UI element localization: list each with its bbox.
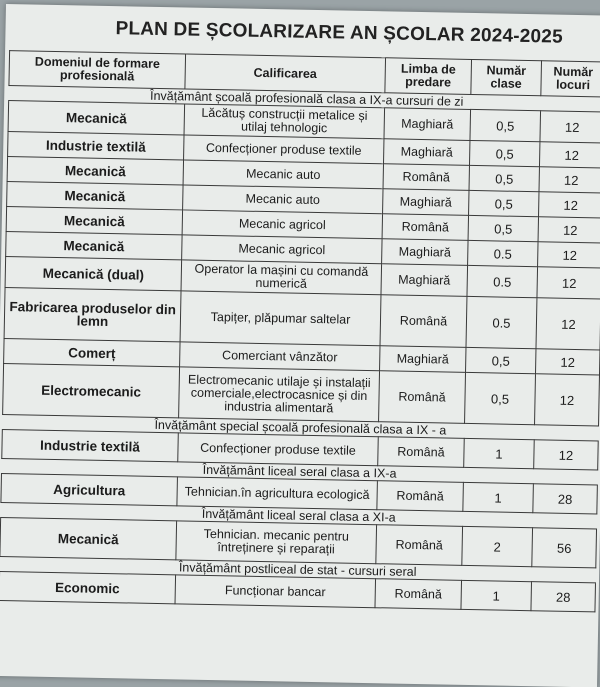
column-header-language: Limba de predare (385, 58, 472, 95)
qualification-cell: Electromecanic utilaje și instalații comerciale,electrocasnice și din industria alimentară (179, 367, 380, 422)
qualification-cell: Mecanic auto (183, 185, 383, 214)
section-heading: Învățământ liceal seral clasa a IX-a (1, 459, 597, 485)
language-cell: Maghiară (383, 189, 469, 216)
places-cell: 28 (531, 582, 596, 612)
qualification-cell: Operator la mașini cu comandă numerică (181, 260, 382, 295)
domain-cell: Industrie textilă (2, 430, 179, 462)
domain-cell: Mecanică (7, 157, 183, 185)
places-cell: 12 (539, 167, 600, 193)
places-cell: 12 (538, 217, 600, 243)
qualification-cell: Lăcătuș construcții metalice și utilaj tehnologic (184, 104, 385, 139)
language-cell: Română (382, 214, 468, 241)
section-heading: Învățământ postliceal de stat - cursuri seral (0, 556, 596, 582)
language-cell: Maghiară (384, 108, 471, 141)
classes-cell: 0,5 (469, 190, 539, 216)
places-cell: 12 (535, 349, 599, 375)
page-title: PLAN DE ȘCOLARIZARE AN ȘCOLAR 2024-2025 (115, 18, 564, 48)
qualification-cell: Mecanic agricol (182, 210, 382, 239)
column-header-classes: Număr clase (471, 59, 542, 95)
classes-cell: 0,5 (470, 109, 541, 141)
classes-cell: 0.5 (467, 265, 538, 297)
column-header-places: Număr locuri (541, 61, 600, 97)
domain-cell: Mecanică (8, 101, 185, 135)
domain-cell: Comerț (4, 339, 180, 367)
domain-cell: Mecanică (6, 207, 182, 235)
places-cell: 12 (539, 192, 600, 218)
language-cell: Română (377, 481, 464, 512)
places-cell: 12 (540, 111, 600, 143)
places-cell: 56 (532, 528, 597, 568)
section-heading: Învățământ special școală profesională clasa a IX - a (2, 415, 598, 441)
places-cell: 12 (537, 267, 600, 299)
places-cell: 12 (539, 142, 600, 168)
language-cell: Română (380, 295, 467, 348)
language-cell: Maghiară (380, 346, 466, 373)
section-heading: Învățământ liceal seral clasa a XI-a (1, 502, 597, 528)
qualification-cell: Tehnician. mecanic pentru întreținere și reparații (176, 521, 377, 564)
classes-cell: 1 (461, 580, 532, 610)
places-cell: 12 (534, 440, 599, 470)
qualification-cell: Mecanic auto (183, 160, 383, 189)
qualification-cell: Comerciant vânzător (180, 342, 380, 371)
classes-cell: 0,5 (466, 347, 536, 373)
column-header-qualification: Calificarea (185, 54, 386, 93)
domain-cell: Mecanică (7, 182, 183, 210)
domain-cell: Industrie textilă (8, 132, 184, 160)
classes-cell: 0.5 (468, 240, 538, 266)
domain-cell: Agricultura (1, 473, 178, 505)
classes-cell: 0,5 (469, 165, 539, 191)
domain-cell: Economic (0, 571, 176, 603)
classes-cell: 0,5 (465, 372, 536, 424)
column-header-domain: Domeniul de formare profesională (9, 51, 186, 89)
language-cell: Română (383, 164, 469, 191)
classes-cell: 1 (463, 482, 534, 512)
classes-cell: 1 (464, 438, 535, 468)
qualification-cell: Confecționer produse textile (178, 433, 379, 466)
language-cell: Maghiară (382, 239, 468, 266)
language-cell: Română (379, 371, 466, 424)
section-heading: Învățământ școală profesională clasa a IX-a cursuri de zi (9, 86, 600, 112)
qualification-cell: Funcționar bancar (175, 575, 376, 608)
language-cell: Maghiară (384, 139, 470, 166)
classes-cell: 0,5 (468, 215, 538, 241)
enrollment-table (0, 50, 600, 612)
domain-cell: Mecanică (0, 517, 177, 559)
domain-cell: Mecanică (dual) (5, 257, 182, 291)
qualification-cell: Mecanic agricol (182, 235, 382, 264)
places-cell: 28 (533, 484, 598, 514)
qualification-cell: Tehnician.în agricultura ecologică (177, 477, 378, 510)
places-cell: 12 (535, 374, 600, 426)
language-cell: Română (375, 579, 462, 610)
classes-cell: 0.5 (466, 296, 537, 348)
language-cell: Maghiară (381, 264, 468, 297)
domain-cell: Fabricarea produselor din lemn (4, 288, 181, 342)
qualification-cell: Confecționer produse textile (184, 135, 384, 164)
domain-cell: Mecanică (6, 232, 182, 260)
domain-cell: Electromecanic (3, 364, 180, 418)
language-cell: Română (378, 437, 465, 468)
classes-cell: 2 (462, 526, 533, 566)
document-sheet (0, 4, 600, 687)
places-cell: 12 (538, 242, 600, 268)
qualification-cell: Tapițer, plăpumar saltelar (180, 291, 381, 346)
places-cell: 12 (536, 298, 600, 350)
language-cell: Română (376, 525, 463, 566)
classes-cell: 0,5 (469, 140, 539, 166)
